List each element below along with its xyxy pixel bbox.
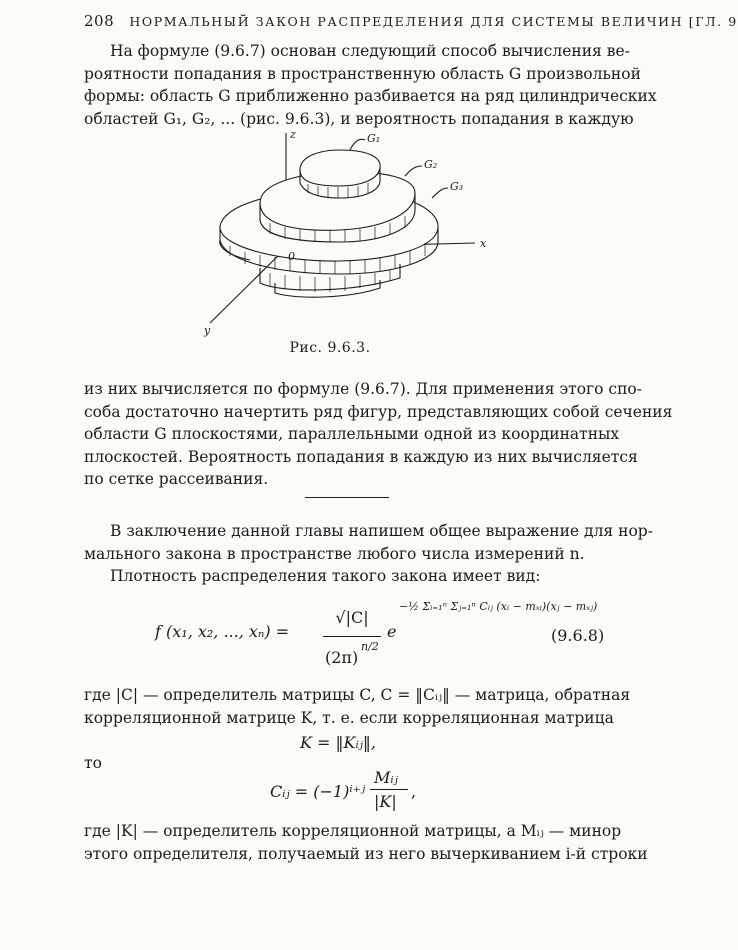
- formula-cij-lhs: Cᵢⱼ = (−1)ⁱ⁺ʲ: [270, 782, 366, 801]
- formula-cij-den: |K|: [374, 792, 397, 811]
- text-line: то: [84, 754, 102, 772]
- origin-label: 0: [288, 250, 295, 263]
- text-line: где |K| — определитель корреляционной матрицы, а Mᵢⱼ — минор: [84, 822, 622, 840]
- text-line: по сетке рассеивания.: [84, 470, 269, 488]
- text-line: этого определителя, получаемый из него вычеркиванием i-й строки: [84, 844, 648, 863]
- equation-number: (9.6.8): [551, 626, 605, 645]
- formula-lhs: f (x₁, x₂, ..., xₙ) =: [155, 622, 290, 641]
- formula-denominator-exponent: n/2: [361, 640, 379, 653]
- formula-cij-num: Mᵢⱼ: [374, 768, 398, 787]
- region-label-g3: G₃: [450, 180, 464, 193]
- running-header: [84, 12, 738, 30]
- paragraph-minor: [84, 820, 648, 865]
- section-divider: [305, 497, 389, 498]
- text-line: плоскостей. Вероятность попадания в каждую из них вычисляется: [84, 447, 638, 466]
- text-line: Плотность распределения такого закона имеет вид:: [110, 567, 541, 585]
- paragraph-density: [84, 565, 612, 588]
- formula-numerator: √|C|: [335, 608, 369, 627]
- text-line: роятности попадания в пространственную область G произвольной: [84, 64, 641, 83]
- paragraph-method: [84, 40, 657, 130]
- text-line: На формуле (9.6.7) основан следующий способ вычисления ве-: [110, 42, 630, 60]
- text-line: корреляционной матрице K, т. е. если корреляционная матрица: [84, 708, 614, 727]
- formula-c-ij: [270, 768, 470, 818]
- page-number: 208: [84, 12, 115, 30]
- text-line: мального закона в пространстве любого числа измерений n.: [84, 544, 585, 563]
- figure-caption: Рис. 9.6.3.: [289, 340, 371, 356]
- text-line: области G плоскостями, параллельными одной из координатных: [84, 425, 620, 443]
- leader-g2: [405, 166, 422, 176]
- axis-label-y: y: [204, 324, 211, 337]
- formula-exponent: −½ Σᵢ₌₁ⁿ Σⱼ₌₁ⁿ Cᵢⱼ (xᵢ − mₓᵢ)(xⱼ − mₓⱼ): [399, 600, 598, 613]
- region-lower-stack: [260, 264, 400, 297]
- leader-g1: [350, 139, 365, 150]
- text-line: областей G₁, G₂, ... (рис. 9.6.3), и вероятность попадания в каждую: [84, 109, 634, 128]
- region-label-g2: G₂: [424, 158, 438, 171]
- fraction-bar: [370, 789, 408, 790]
- text-line: формы: область G приближенно разбивается на ряд цилиндрических: [84, 87, 657, 105]
- formula-exp-base: e: [387, 622, 397, 641]
- text-line: соба достаточно начертить ряд фигур, представляющих собой сечения: [84, 402, 673, 421]
- text-line: где |C| — определитель матрицы C, C = ‖Cᵢⱼ‖ — матрица, обратная: [84, 686, 631, 704]
- axis-label-z: z: [290, 128, 296, 141]
- running-title: НОРМАЛЬНЫЙ ЗАКОН РАСПРЕДЕЛЕНИЯ ДЛЯ СИСТЕМЫ ВЕЛИЧИН [ГЛ. 9: [129, 14, 738, 29]
- paragraph-definition-c: [84, 684, 631, 729]
- axis-label-x: x: [480, 237, 487, 250]
- paragraph-conclusion: [84, 520, 653, 565]
- text-line: из них вычисляется по формуле (9.6.7). Для применения этого спо-: [84, 380, 642, 398]
- figure-cylindrical-regions: [190, 128, 500, 338]
- formula-denominator: (2π): [325, 648, 359, 667]
- paragraph-application: [84, 378, 673, 491]
- formula-9-6-8: [155, 596, 615, 672]
- formula-k-matrix: K = ‖Kᵢⱼ‖,: [300, 733, 377, 752]
- leader-g3: [432, 188, 448, 198]
- region-label-g1: G₁: [367, 132, 381, 145]
- text-line: В заключение данной главы напишем общее выражение для нор-: [110, 522, 653, 540]
- fraction-bar: [323, 636, 381, 637]
- formula-cij-tail: ,: [411, 782, 417, 801]
